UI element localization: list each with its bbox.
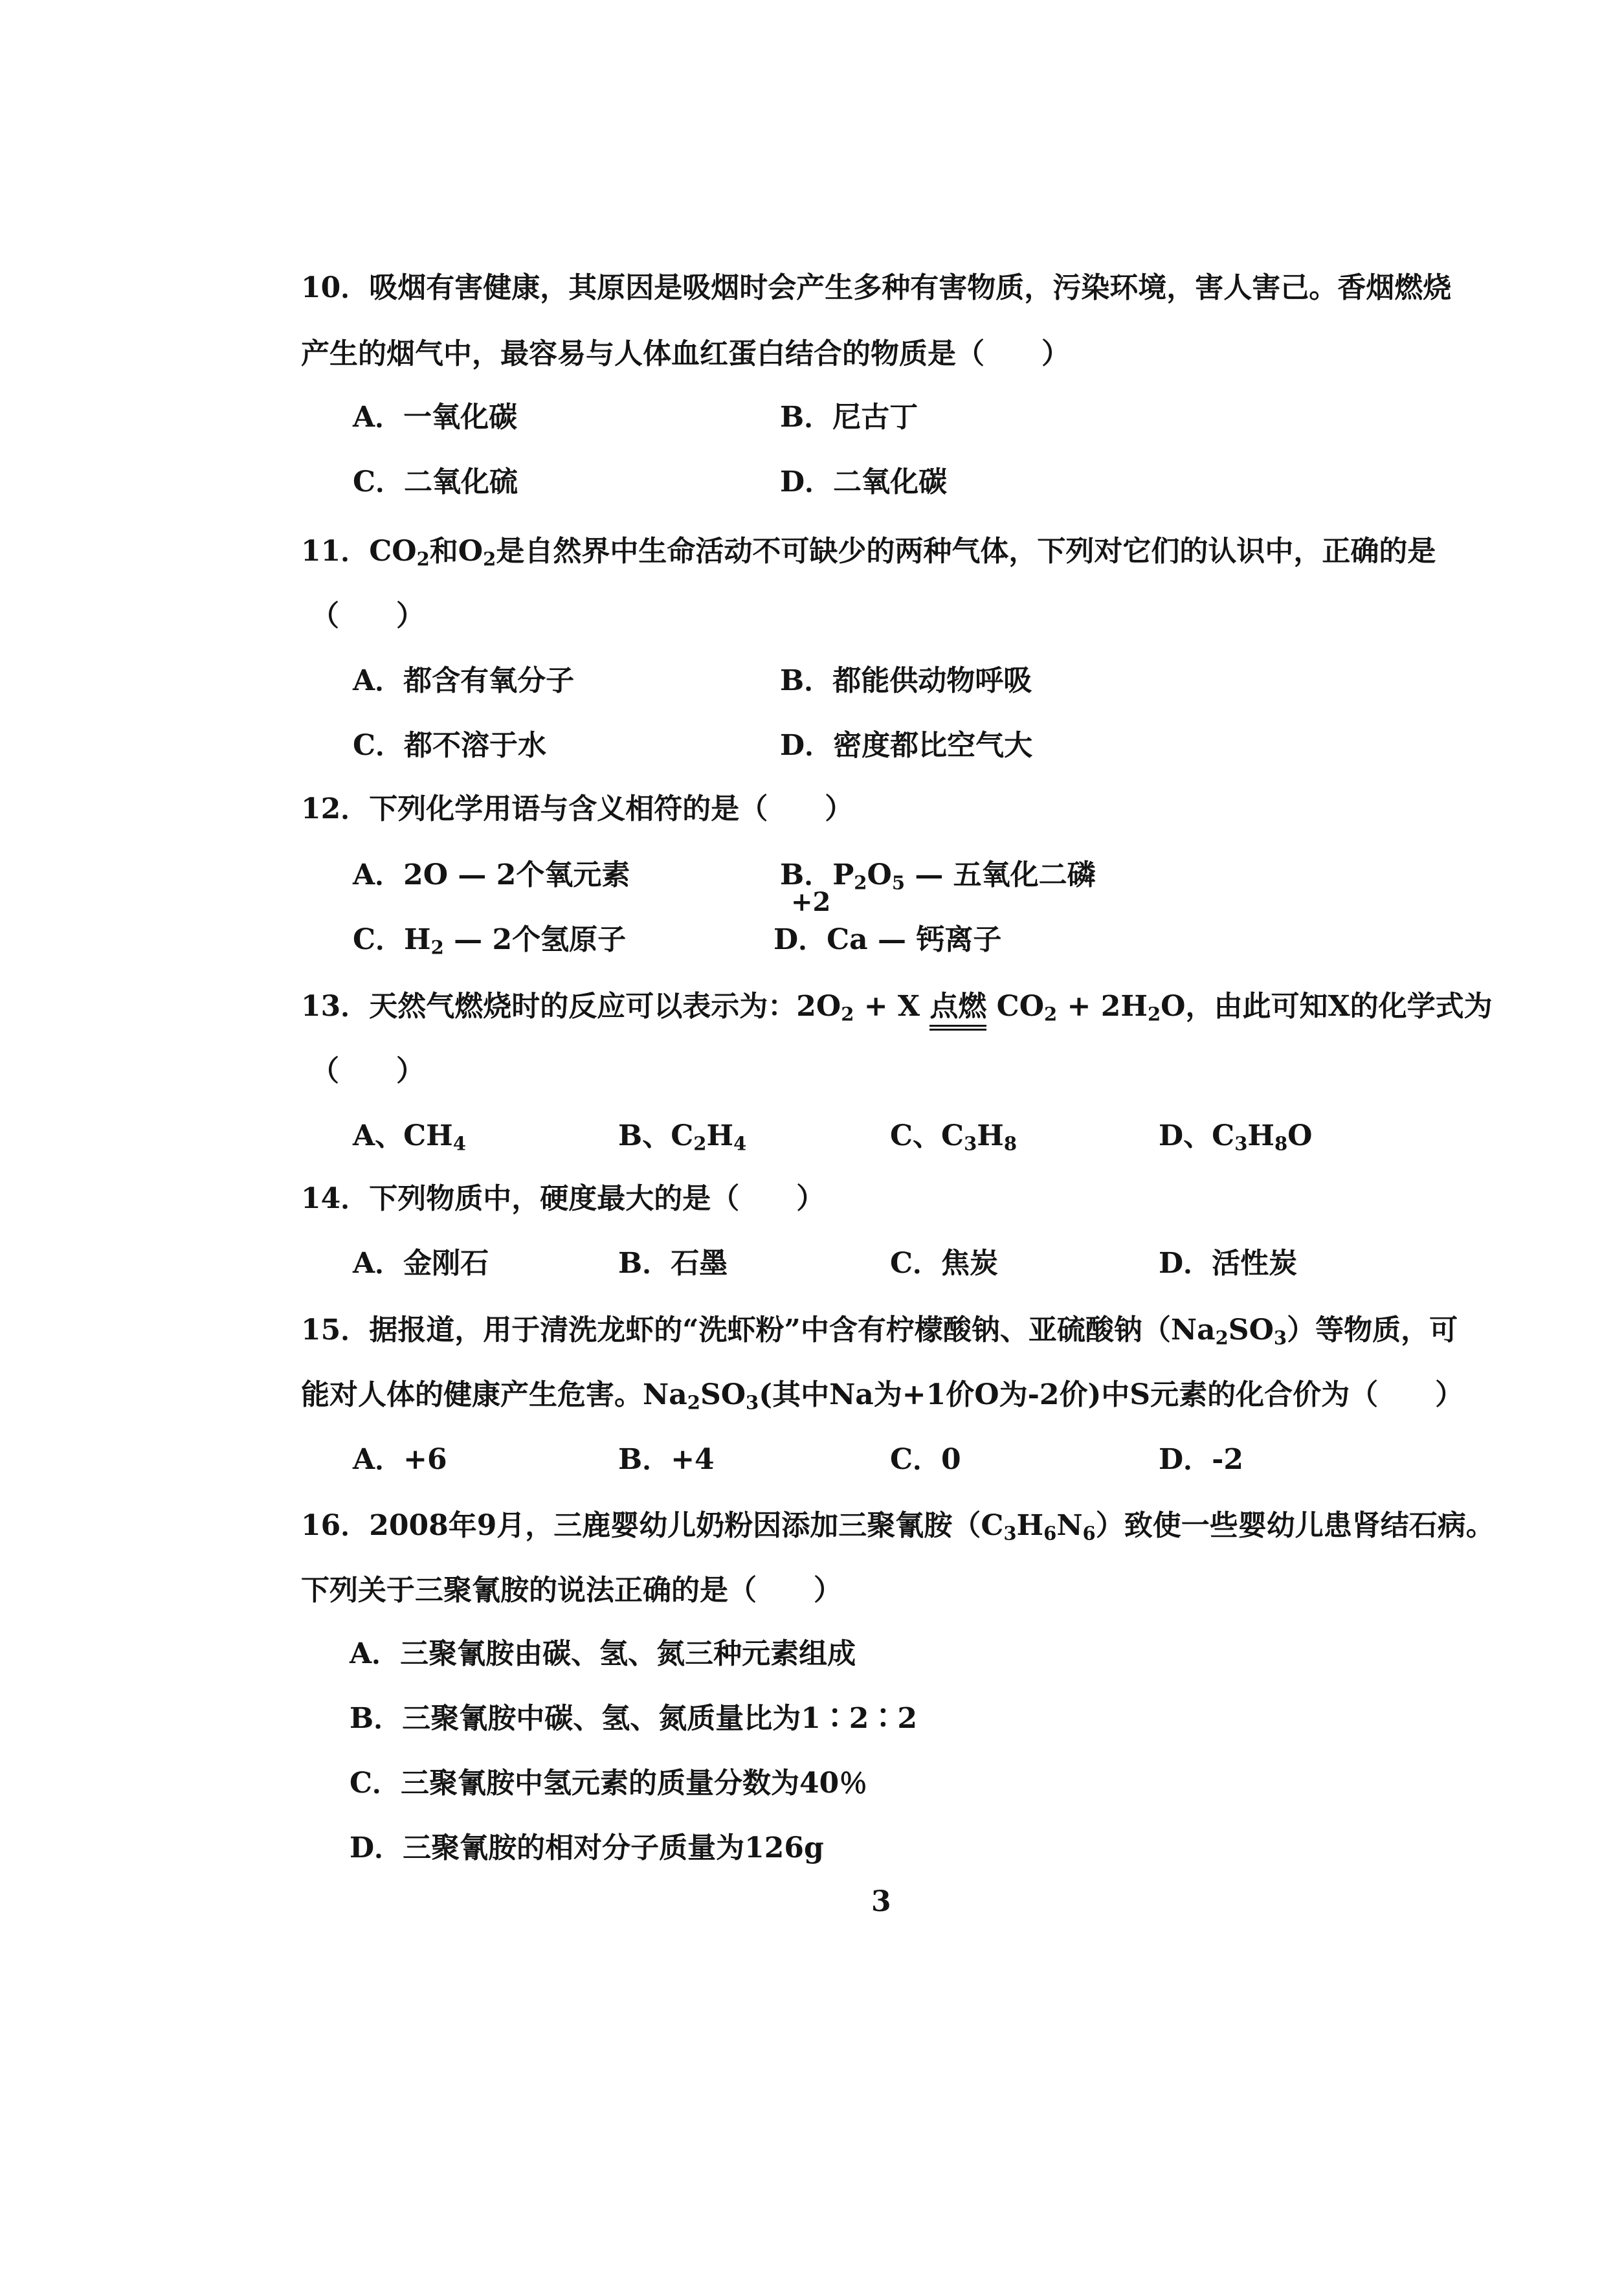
q14-line-1: 14．下列物质中，硬度最大的是（ ） xyxy=(301,1182,825,1215)
q13-reaction-condition: 点燃 xyxy=(929,983,986,1024)
q13-option-c-label: C、 xyxy=(890,1119,942,1152)
q15-text-2: ）等物质，可 xyxy=(1287,1314,1458,1347)
q12-valence-label: +2 xyxy=(791,887,831,917)
q11-option-b: B．都能供动物呼吸 xyxy=(780,664,1032,697)
q15-text-1: 15．据报道，用于清洗龙虾的“洗虾粉”中含有柠檬酸钠、亚硫酸钠（ xyxy=(301,1314,1171,1347)
q13-equation-left: $2O_2 + X$ xyxy=(796,990,930,1025)
q13-option-d-label: D、 xyxy=(1159,1119,1212,1152)
q12-option-c: C．$H_2$ — 2个氢原子 xyxy=(353,923,627,959)
q11-option-c: C．都不溶于水 xyxy=(353,729,547,762)
q16-option-b: B．三聚氰胺中碳、氢、氮质量比为1∶2∶2 xyxy=(350,1702,918,1735)
q12-line-1: 12．下列化学用语与含义相符的是（ ） xyxy=(301,792,854,825)
q15-option-a: A．+6 xyxy=(353,1443,447,1476)
q11-line-1 xyxy=(301,528,1436,569)
q16-option-c: C．三聚氰胺中氢元素的质量分数为40％ xyxy=(350,1767,868,1800)
q10-option-b: B．尼古丁 xyxy=(780,401,918,434)
q16-text-2: ）致使一些婴幼儿患肾结石病。 xyxy=(1095,1509,1495,1542)
q15-formula-2: $Na_2SO_3$ xyxy=(643,1378,759,1414)
q16-line-1 xyxy=(301,1502,1495,1543)
q12-option-c-label: C． xyxy=(353,923,405,956)
q15-option-c: C．0 xyxy=(890,1443,961,1476)
q15-line-2 xyxy=(301,1371,1463,1413)
q10-option-c: C．二氧化硫 xyxy=(353,465,518,498)
q13-text-1: 13．天然气燃烧时的反应可以表示为： xyxy=(301,990,797,1023)
q15-option-d: D．-2 xyxy=(1159,1443,1244,1476)
q14-option-d: D．活性炭 xyxy=(1159,1247,1298,1280)
q16-option-a: A．三聚氰胺由碳、氢、氮三种元素组成 xyxy=(350,1637,856,1670)
q12-option-c-text: — 2个氢原子 xyxy=(454,923,627,956)
q13-text-2: ，由此可知X的化学式为 xyxy=(1185,990,1493,1023)
q10-line-1: 10．吸烟有害健康，其原因是吸烟时会产生多种有害物质，污染环境，害人害己。香烟燃烧 xyxy=(301,271,1452,304)
q15-option-b: B．+4 xyxy=(618,1443,715,1476)
q12-option-a: A．2O — 2个氧元素 xyxy=(353,858,630,891)
q14-option-b: B．石墨 xyxy=(618,1247,728,1280)
q13-line-2: （ ） xyxy=(311,1055,425,1088)
q15-line-1 xyxy=(301,1306,1458,1348)
q13-option-a: A、$CH_4$ xyxy=(353,1119,466,1155)
q12-option-b-text: 五氧化二磷 xyxy=(953,858,1096,891)
q13-option-d: D、$C_3H_8O$ xyxy=(1159,1119,1313,1155)
q11-option-d: D．密度都比空气大 xyxy=(780,729,1033,762)
q13-option-b-label: B、 xyxy=(618,1119,671,1152)
q10-option-d: D．二氧化碳 xyxy=(780,465,948,498)
q13-option-b: B、$C_2H_4$ xyxy=(618,1119,747,1155)
q11-text: 是自然界中生命活动不可缺少的两种气体，下列对它们的认识中，正确的是 xyxy=(496,535,1436,568)
q15-text-4: (其中Na为+1价O为-2价)中S元素的化合价为（ ） xyxy=(759,1378,1464,1411)
q12-option-b: B．$P_2O_5$ — 五氧化二磷 xyxy=(780,858,1096,894)
q11-formula: $CO_2$和$O_2$ xyxy=(369,535,496,570)
q11-option-a: A．都含有氧分子 xyxy=(353,664,575,697)
q11-number: 11． xyxy=(301,535,370,568)
q14-option-a: A．金刚石 xyxy=(353,1247,489,1280)
q11-line-2: （ ） xyxy=(311,599,425,632)
q14-option-c: C．焦炭 xyxy=(890,1247,999,1280)
q16-option-d: D．三聚氰胺的相对分子质量为126g xyxy=(350,1831,824,1864)
q13-line-1 xyxy=(301,983,1493,1024)
q10-line-2: 产生的烟气中，最容易与人体血红蛋白结合的物质是（ ） xyxy=(301,337,1070,370)
q10-option-a: A．一氧化碳 xyxy=(353,401,518,434)
q16-line-2: 下列关于三聚氰胺的说法正确的是（ ） xyxy=(301,1574,842,1607)
q13-option-c: C、$C_3H_8$ xyxy=(890,1119,1018,1155)
q15-text-3: 能对人体的健康产生危害。 xyxy=(301,1378,643,1411)
q16-formula: $C_3H_6N_6$ xyxy=(981,1509,1096,1545)
page-number: 3 xyxy=(871,1885,891,1918)
q12-option-d: D．Ca — 钙离子 xyxy=(773,923,1002,956)
q13-option-a-label: A、 xyxy=(353,1119,404,1152)
q15-formula-1: $Na_2SO_3$ xyxy=(1170,1314,1287,1349)
q16-text-1: 16．2008年9月，三鹿婴幼儿奶粉因添加三聚氰胺（ xyxy=(301,1509,981,1542)
q13-equation-right: $CO_2 + 2H_2O$ xyxy=(986,990,1186,1025)
